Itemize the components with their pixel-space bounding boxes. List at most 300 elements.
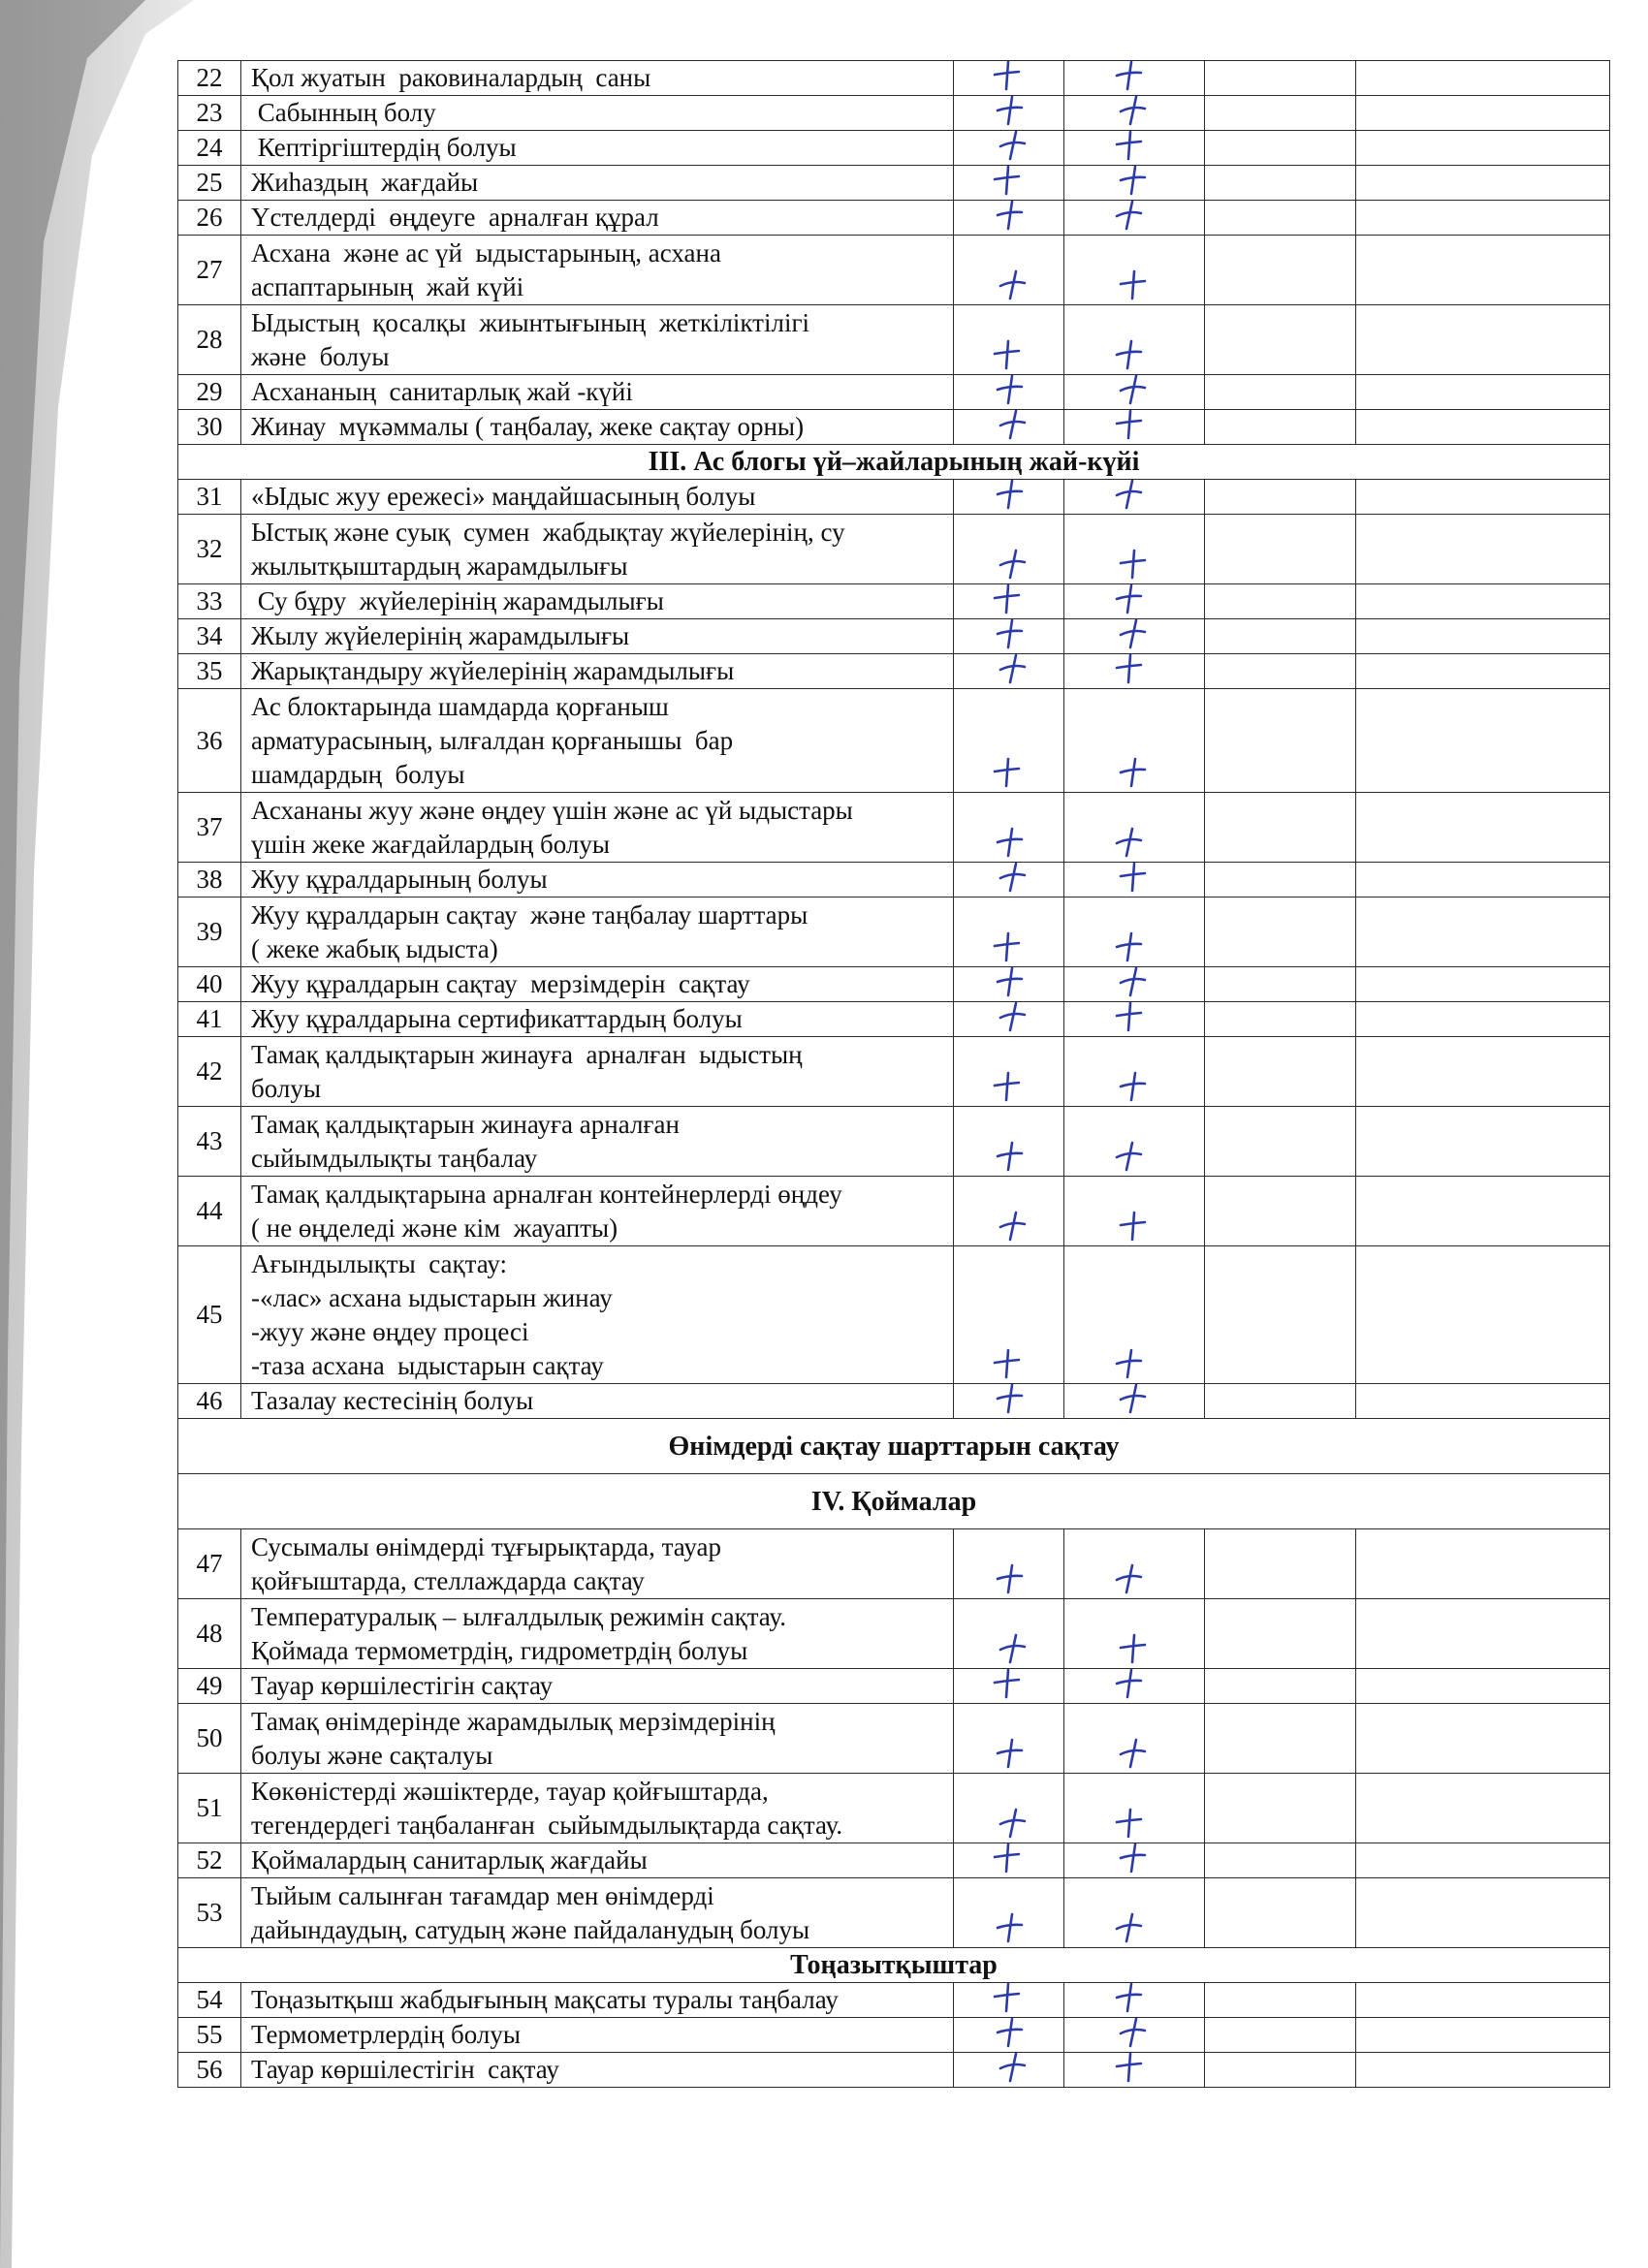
- mark-cell-first: [954, 201, 1064, 236]
- empty-cell-third: [1205, 1878, 1356, 1948]
- mark-cell-first: [954, 410, 1064, 445]
- empty-cell-fourth: [1356, 1107, 1610, 1177]
- handwritten-plus-icon: [1115, 863, 1152, 895]
- mark-cell-first: [954, 1384, 1064, 1419]
- handwritten-plus-icon: [1115, 1737, 1152, 1770]
- table-row: [178, 584, 1610, 619]
- mark-cell-first: [954, 2018, 1064, 2053]
- criterion-line: Ыстық және суық сумен жабдықтау жүйелерінің, су: [251, 517, 845, 547]
- criterion-line: Тауар көршілестігін сақтау: [251, 1671, 554, 1700]
- criterion-text: [241, 793, 954, 863]
- row-number: 48: [178, 1599, 241, 1669]
- criterion-line: қойғыштарда, стеллаждарда сақтау: [251, 1565, 645, 1595]
- empty-cell-fourth: [1356, 305, 1610, 375]
- empty-cell-third: [1205, 1002, 1356, 1037]
- mark-cell-second: [1064, 515, 1205, 584]
- mark-cell-first: [954, 1669, 1064, 1704]
- mark-cell-first: [954, 480, 1064, 515]
- table-row: [178, 515, 1610, 584]
- mark-cell-first: [954, 96, 1064, 131]
- empty-cell-third: [1205, 898, 1356, 967]
- mark-cell-second: [1064, 2018, 1205, 2053]
- mark-cell-first: [954, 61, 1064, 96]
- criterion-line: Қоймада термометрдің, гидрометрдің болуы: [251, 1635, 748, 1665]
- handwritten-plus-icon: [995, 1632, 1031, 1665]
- handwritten-plus-icon: [1115, 548, 1152, 581]
- criterion-line: Көкөністерді жәшіктерде, тауар қойғыштарда,: [251, 1776, 769, 1806]
- section-header-row: [178, 1474, 1610, 1529]
- criterion-text: [241, 1704, 954, 1774]
- criterion-line: сыйымдылықты таңбалау: [251, 1143, 538, 1173]
- criterion-line: ( не өңделеді және кім жауапты): [251, 1213, 618, 1243]
- table-row: [178, 375, 1610, 410]
- handwritten-plus-icon: [1111, 1669, 1148, 1701]
- empty-cell-third: [1205, 689, 1356, 793]
- handwritten-plus-icon: [995, 654, 1031, 686]
- empty-cell-third: [1205, 305, 1356, 375]
- empty-cell-third: [1205, 1843, 1356, 1878]
- row-number: 42: [178, 1037, 241, 1107]
- mark-cell-first: [954, 1983, 1064, 2018]
- row-number: 45: [178, 1246, 241, 1384]
- criterion-line: шамдардың болуы: [251, 759, 465, 789]
- mark-cell-first: [954, 654, 1064, 689]
- empty-cell-third: [1205, 863, 1356, 898]
- mark-cell-second: [1064, 654, 1205, 689]
- table-row: [178, 1002, 1610, 1037]
- empty-cell-fourth: [1356, 2018, 1610, 2053]
- mark-cell-second: [1064, 480, 1205, 515]
- empty-cell-fourth: [1356, 96, 1610, 131]
- mark-cell-first: [954, 1843, 1064, 1878]
- mark-cell-first: [954, 898, 1064, 967]
- row-number: 29: [178, 375, 241, 410]
- table-row: [178, 480, 1610, 515]
- handwritten-plus-icon: [989, 584, 1026, 616]
- criterion-text: [241, 1669, 954, 1704]
- criterion-text: [241, 1177, 954, 1246]
- row-number: 28: [178, 305, 241, 375]
- mark-cell-first: [954, 1107, 1064, 1177]
- table-row: [178, 305, 1610, 375]
- criterion-text: [241, 236, 954, 305]
- table-row: [178, 1037, 1610, 1107]
- criterion-text: [241, 1529, 954, 1599]
- criterion-text: [241, 1246, 954, 1384]
- criterion-line: Тамақ қалдықтарына арналған контейнерлерді өңдеу: [251, 1179, 842, 1209]
- table-row: [178, 1107, 1610, 1177]
- mark-cell-second: [1064, 201, 1205, 236]
- empty-cell-fourth: [1356, 236, 1610, 305]
- empty-cell-fourth: [1356, 1384, 1610, 1419]
- empty-cell-fourth: [1356, 619, 1610, 654]
- criterion-text: [241, 1107, 954, 1177]
- mark-cell-second: [1064, 898, 1205, 967]
- empty-cell-third: [1205, 1037, 1356, 1107]
- mark-cell-second: [1064, 1177, 1205, 1246]
- row-number: 36: [178, 689, 241, 793]
- criterion-text: [241, 305, 954, 375]
- empty-cell-fourth: [1356, 1774, 1610, 1843]
- empty-cell-third: [1205, 1384, 1356, 1419]
- criterion-line: дайындаудың, сатудың және пайдаланудың болуы: [251, 1914, 810, 1944]
- criterion-line: Тазалау кестесінің болуы: [251, 1386, 534, 1415]
- handwritten-plus-icon: [1115, 1843, 1152, 1875]
- empty-cell-third: [1205, 1983, 1356, 2018]
- empty-cell-fourth: [1356, 410, 1610, 445]
- criterion-line: үшін жеке жағдайлардың болуы: [251, 829, 611, 859]
- mark-cell-first: [954, 1002, 1064, 1037]
- row-number: 43: [178, 1107, 241, 1177]
- empty-cell-third: [1205, 1246, 1356, 1384]
- empty-cell-third: [1205, 131, 1356, 166]
- row-number: 53: [178, 1878, 241, 1948]
- table-row: [178, 1246, 1610, 1384]
- handwritten-plus-icon: [1111, 201, 1148, 233]
- table-row: [178, 410, 1610, 445]
- handwritten-plus-icon: [1111, 338, 1148, 371]
- row-number: 37: [178, 793, 241, 863]
- table-row: [178, 1177, 1610, 1246]
- table-row: [178, 1878, 1610, 1948]
- empty-cell-third: [1205, 1704, 1356, 1774]
- handwritten-plus-icon: [1111, 1002, 1148, 1034]
- criterion-line: Асхананың санитарлық жай -күйі: [251, 377, 633, 406]
- row-number: 30: [178, 410, 241, 445]
- criterion-text: [241, 1983, 954, 2018]
- empty-cell-third: [1205, 1107, 1356, 1177]
- table-row: [178, 1669, 1610, 1704]
- table-row: [178, 61, 1610, 96]
- handwritten-plus-icon: [989, 61, 1026, 93]
- criterion-line: Тауар көршілестігін сақтау: [251, 2055, 559, 2084]
- row-number: 35: [178, 654, 241, 689]
- empty-cell-fourth: [1356, 1878, 1610, 1948]
- handwritten-plus-icon: [995, 1002, 1031, 1034]
- row-number: 32: [178, 515, 241, 584]
- empty-cell-fourth: [1356, 689, 1610, 793]
- row-number: 27: [178, 236, 241, 305]
- mark-cell-first: [954, 2053, 1064, 2088]
- row-number: 46: [178, 1384, 241, 1419]
- handwritten-plus-icon: [1115, 166, 1152, 198]
- mark-cell-second: [1064, 689, 1205, 793]
- row-number: 38: [178, 863, 241, 898]
- mark-cell-second: [1064, 166, 1205, 201]
- mark-cell-first: [954, 967, 1064, 1002]
- table-row: [178, 1704, 1610, 1774]
- handwritten-plus-icon: [1111, 2053, 1148, 2085]
- criterion-text: [241, 1599, 954, 1669]
- empty-cell-fourth: [1356, 1037, 1610, 1107]
- handwritten-plus-icon: [995, 863, 1031, 895]
- table-row: [178, 619, 1610, 654]
- mark-cell-first: [954, 793, 1064, 863]
- criterion-line: Жарықтандыру жүйелерінің жарамдылығы: [251, 656, 735, 685]
- criterion-line: болуы және сақталуы: [251, 1740, 493, 1770]
- table-row: [178, 1384, 1610, 1419]
- criterion-text: [241, 2053, 954, 2088]
- criterion-text: [241, 96, 954, 131]
- row-number: 50: [178, 1704, 241, 1774]
- criterion-line: Кептіргіштердің болуы: [251, 133, 517, 162]
- handwritten-plus-icon: [1111, 410, 1148, 442]
- mark-cell-first: [954, 1704, 1064, 1774]
- mark-cell-second: [1064, 1599, 1205, 1669]
- handwritten-plus-icon: [1111, 826, 1148, 859]
- empty-cell-fourth: [1356, 654, 1610, 689]
- handwritten-plus-icon: [1115, 2018, 1152, 2050]
- row-number: 47: [178, 1529, 241, 1599]
- criterion-line: Ыдыстың қосалқы жиынтығының жеткіліктілігі: [251, 307, 810, 337]
- handwritten-plus-icon: [989, 166, 1026, 198]
- criterion-text: [241, 619, 954, 654]
- criterion-line: -таза асхана ыдыстарын сақтау: [251, 1350, 604, 1380]
- handwritten-plus-icon: [992, 480, 1029, 512]
- section-header-row: [178, 1419, 1610, 1474]
- empty-cell-fourth: [1356, 1704, 1610, 1774]
- mark-cell-first: [954, 584, 1064, 619]
- empty-cell-third: [1205, 1177, 1356, 1246]
- empty-cell-fourth: [1356, 1599, 1610, 1669]
- empty-cell-third: [1205, 654, 1356, 689]
- criterion-line: Үстелдерді өңдеуге арналған құрал: [251, 203, 659, 232]
- section-header-row: [178, 445, 1610, 480]
- empty-cell-third: [1205, 1669, 1356, 1704]
- empty-cell-third: [1205, 166, 1356, 201]
- criterion-line: -жуу және өңдеу процесі: [251, 1316, 529, 1346]
- row-number: 56: [178, 2053, 241, 2088]
- criterion-text: [241, 61, 954, 96]
- row-number: 22: [178, 61, 241, 96]
- empty-cell-third: [1205, 410, 1356, 445]
- criterion-text: [241, 967, 954, 1002]
- criterion-line: Жылу жүйелерінің жарамдылығы: [251, 621, 630, 650]
- handwritten-plus-icon: [989, 1347, 1026, 1380]
- criterion-line: Жуу құралдарының болуы: [251, 865, 548, 894]
- criterion-line: Термометрлердің болуы: [251, 2020, 521, 2049]
- table-row: [178, 201, 1610, 236]
- mark-cell-second: [1064, 2053, 1205, 2088]
- criterion-line: Су бұру жүйелерінің жарамдылығы: [251, 586, 664, 615]
- handwritten-plus-icon: [989, 1070, 1026, 1103]
- row-number: 44: [178, 1177, 241, 1246]
- mark-cell-first: [954, 166, 1064, 201]
- empty-cell-fourth: [1356, 1246, 1610, 1384]
- handwritten-plus-icon: [992, 1737, 1029, 1770]
- handwritten-plus-icon: [995, 131, 1031, 163]
- mark-cell-first: [954, 1774, 1064, 1843]
- mark-cell-second: [1064, 410, 1205, 445]
- criterion-line: Ас блоктарында шамдарда қорғаныш: [251, 691, 669, 721]
- mark-cell-second: [1064, 793, 1205, 863]
- scan-shadow-edge: [0, 0, 194, 2268]
- mark-cell-second: [1064, 1843, 1205, 1878]
- empty-cell-fourth: [1356, 515, 1610, 584]
- table-row: [178, 898, 1610, 967]
- handwritten-plus-icon: [992, 201, 1029, 233]
- criterion-line: Тамақ өнімдерінде жарамдылық мерзімдерінің: [251, 1706, 776, 1736]
- empty-cell-third: [1205, 793, 1356, 863]
- criterion-line: Жуу құралдарын сақтау мерзімдерін сақтау: [251, 969, 750, 998]
- row-number: 25: [178, 166, 241, 201]
- inspection-checklist-table: [177, 60, 1610, 2088]
- table-row: [178, 236, 1610, 305]
- mark-cell-first: [954, 305, 1064, 375]
- table-row: [178, 793, 1610, 863]
- empty-cell-fourth: [1356, 131, 1610, 166]
- table-row: [178, 96, 1610, 131]
- handwritten-plus-icon: [992, 1562, 1029, 1595]
- mark-cell-second: [1064, 1037, 1205, 1107]
- empty-cell-third: [1205, 236, 1356, 305]
- empty-cell-third: [1205, 515, 1356, 584]
- criterion-line: ( жеке жабық ыдыста): [251, 933, 498, 963]
- criterion-text: [241, 375, 954, 410]
- empty-cell-third: [1205, 1529, 1356, 1599]
- handwritten-plus-icon: [995, 2053, 1031, 2085]
- mark-cell-second: [1064, 1107, 1205, 1177]
- criterion-line: Жуу құралдарын сақтау және таңбалау шарттары: [251, 899, 808, 929]
- empty-cell-fourth: [1356, 898, 1610, 967]
- criterion-line: Тоңазытқыш жабдығының мақсаты туралы таңбалау: [251, 1985, 839, 2014]
- criterion-line: жылытқыштардың жарамдылығы: [251, 551, 628, 581]
- mark-cell-second: [1064, 96, 1205, 131]
- mark-cell-first: [954, 863, 1064, 898]
- handwritten-plus-icon: [992, 1384, 1029, 1416]
- handwritten-plus-icon: [1111, 654, 1148, 686]
- row-number: 49: [178, 1669, 241, 1704]
- table-row: [178, 2018, 1610, 2053]
- criterion-text: [241, 689, 954, 793]
- handwritten-plus-icon: [1111, 584, 1148, 616]
- criterion-text: [241, 201, 954, 236]
- mark-cell-first: [954, 1177, 1064, 1246]
- handwritten-plus-icon: [1115, 1070, 1152, 1103]
- mark-cell-second: [1064, 863, 1205, 898]
- table-row: [178, 2053, 1610, 2088]
- criterion-line: Температуралық – ылғалдылық режимін сақтау.: [251, 1601, 786, 1631]
- table-row: [178, 863, 1610, 898]
- criterion-line: Жуу құралдарына сертификаттардың болуы: [251, 1004, 743, 1033]
- row-number: 41: [178, 1002, 241, 1037]
- mark-cell-second: [1064, 1669, 1205, 1704]
- mark-cell-second: [1064, 375, 1205, 410]
- mark-cell-second: [1064, 1384, 1205, 1419]
- empty-cell-fourth: [1356, 2053, 1610, 2088]
- handwritten-plus-icon: [992, 619, 1029, 651]
- row-number: 40: [178, 967, 241, 1002]
- mark-cell-second: [1064, 1878, 1205, 1948]
- criterion-line: Ағындылықты сақтау:: [251, 1248, 508, 1278]
- section-title: ІІІ. Ас блогы үй–жайларының жай-күйі: [178, 445, 1610, 480]
- table-row: [178, 1843, 1610, 1878]
- handwritten-plus-icon: [989, 930, 1026, 963]
- empty-cell-third: [1205, 480, 1356, 515]
- criterion-line: Тамақ қалдықтарын жинауға арналған ыдыстың: [251, 1039, 803, 1069]
- mark-cell-second: [1064, 61, 1205, 96]
- criterion-text: [241, 1843, 954, 1878]
- handwritten-plus-icon: [1111, 61, 1148, 93]
- section-title: Тоңазытқыштар: [178, 1948, 1610, 1983]
- handwritten-plus-icon: [989, 338, 1026, 371]
- criterion-text: [241, 654, 954, 689]
- empty-cell-fourth: [1356, 166, 1610, 201]
- table-row: [178, 131, 1610, 166]
- criterion-line: және болуы: [251, 341, 390, 371]
- handwritten-plus-icon: [992, 1140, 1029, 1173]
- empty-cell-fourth: [1356, 1983, 1610, 2018]
- handwritten-plus-icon: [1115, 756, 1152, 789]
- empty-cell-fourth: [1356, 967, 1610, 1002]
- handwritten-plus-icon: [995, 548, 1031, 581]
- handwritten-plus-icon: [1111, 131, 1148, 163]
- handwritten-plus-icon: [995, 1210, 1031, 1243]
- criterion-text: [241, 131, 954, 166]
- handwritten-plus-icon: [1115, 1632, 1152, 1665]
- mark-cell-second: [1064, 236, 1205, 305]
- section-title: IV. Қоймалар: [178, 1474, 1610, 1529]
- empty-cell-fourth: [1356, 375, 1610, 410]
- criterion-line: Асхананы жуу және өңдеу үшін және ас үй ыдыстары: [251, 795, 853, 825]
- mark-cell-first: [954, 1246, 1064, 1384]
- empty-cell-fourth: [1356, 863, 1610, 898]
- empty-cell-third: [1205, 96, 1356, 131]
- row-number: 33: [178, 584, 241, 619]
- mark-cell-first: [954, 515, 1064, 584]
- handwritten-plus-icon: [989, 1983, 1026, 2015]
- mark-cell-second: [1064, 1704, 1205, 1774]
- handwritten-plus-icon: [989, 1669, 1026, 1701]
- criterion-line: аспаптарының жай күйі: [251, 271, 524, 301]
- criterion-text: [241, 1002, 954, 1037]
- empty-cell-third: [1205, 584, 1356, 619]
- handwritten-plus-icon: [1111, 1983, 1148, 2015]
- criterion-text: [241, 1774, 954, 1843]
- handwritten-plus-icon: [1115, 619, 1152, 651]
- empty-cell-fourth: [1356, 1669, 1610, 1704]
- handwritten-plus-icon: [1111, 930, 1148, 963]
- criterion-line: Жинау мүкәммалы ( таңбалау, жеке сақтау орны): [251, 412, 805, 441]
- criterion-text: [241, 1384, 954, 1419]
- handwritten-plus-icon: [1111, 480, 1148, 512]
- criterion-line: Сабынның болу: [251, 98, 436, 127]
- empty-cell-third: [1205, 201, 1356, 236]
- table-row: [178, 1774, 1610, 1843]
- table-row: [178, 654, 1610, 689]
- empty-cell-third: [1205, 1774, 1356, 1843]
- handwritten-plus-icon: [989, 1843, 1026, 1875]
- criterion-text: [241, 2018, 954, 2053]
- handwritten-plus-icon: [992, 1911, 1029, 1944]
- criterion-text: [241, 898, 954, 967]
- handwritten-plus-icon: [989, 756, 1026, 789]
- criterion-text: [241, 480, 954, 515]
- criterion-line: тегендердегі таңбаланған сыйымдылықтарда сақтау.: [251, 1810, 843, 1840]
- criterion-line: Сусымалы өнімдерді тұғырықтарда, тауар: [251, 1531, 721, 1561]
- row-number: 54: [178, 1983, 241, 2018]
- mark-cell-first: [954, 619, 1064, 654]
- empty-cell-third: [1205, 619, 1356, 654]
- empty-cell-fourth: [1356, 61, 1610, 96]
- handwritten-plus-icon: [995, 1807, 1031, 1840]
- empty-cell-third: [1205, 2018, 1356, 2053]
- handwritten-plus-icon: [1115, 268, 1152, 301]
- criterion-line: Қоймалардың санитарлық жағдайы: [251, 1845, 648, 1874]
- criterion-line: Асхана және ас үй ыдыстарының, асхана: [251, 237, 721, 268]
- mark-cell-first: [954, 1037, 1064, 1107]
- criterion-line: «Ыдыс жуу ережесі» маңдайшасының болуы: [251, 482, 756, 511]
